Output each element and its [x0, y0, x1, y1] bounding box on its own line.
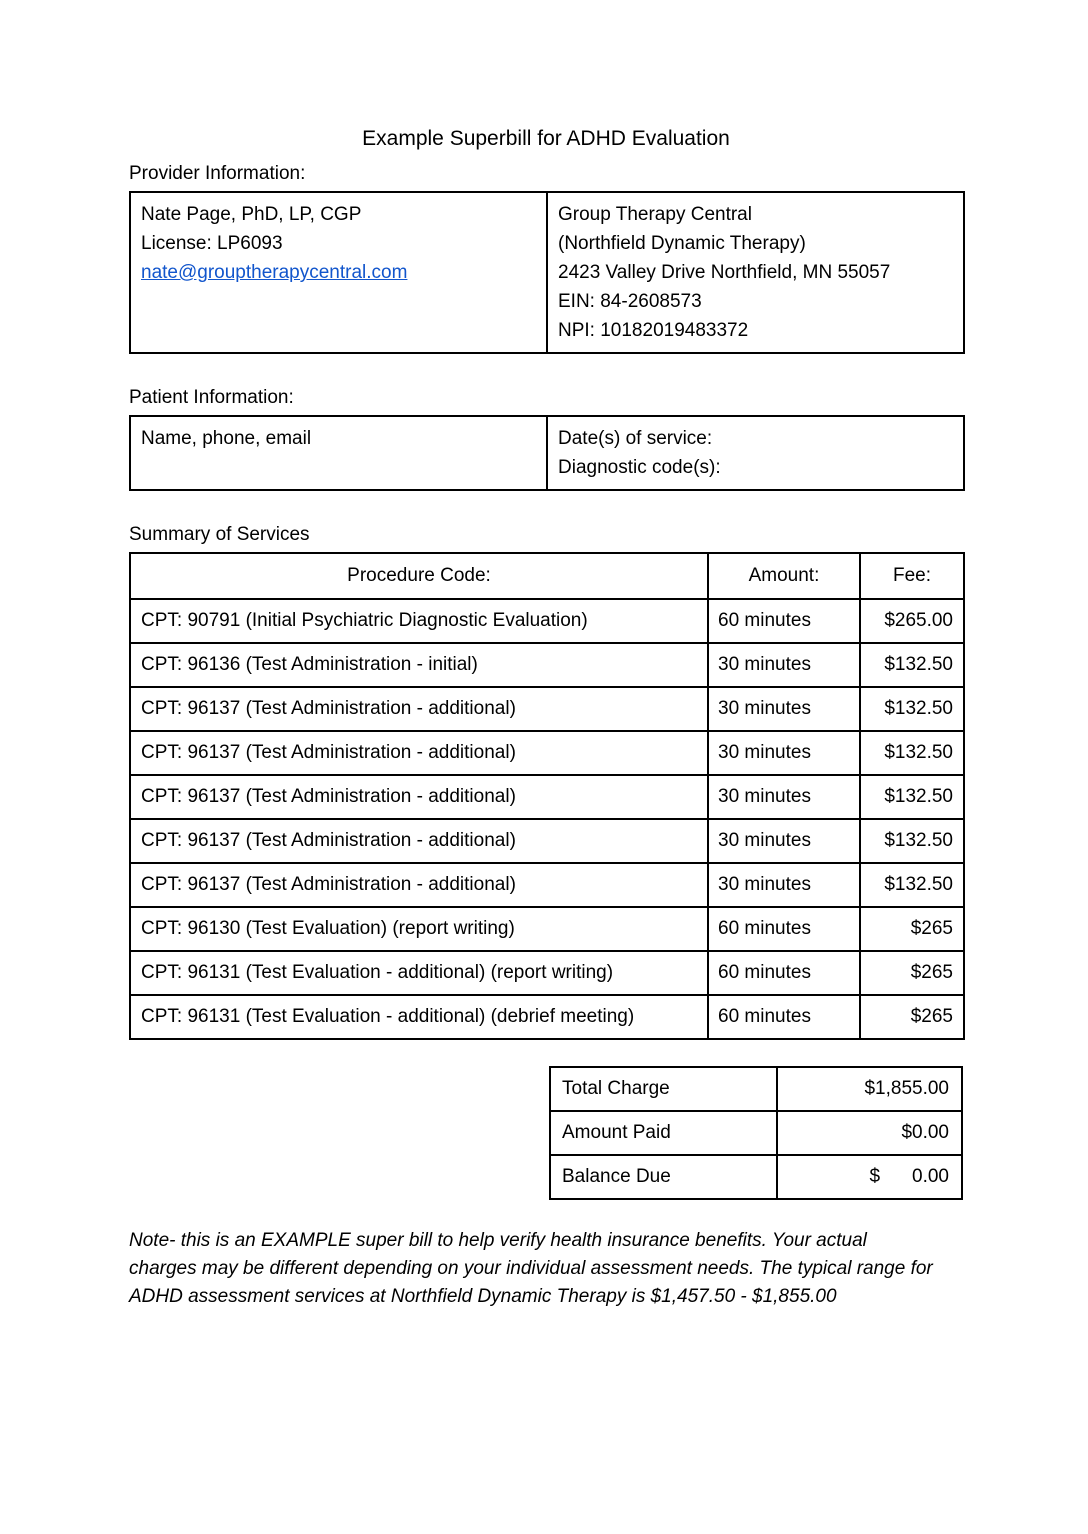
- fee-cell: $132.50: [860, 775, 964, 819]
- provider-org-cell: [547, 192, 964, 353]
- balance-due-row: [550, 1155, 962, 1199]
- document-content: [129, 126, 963, 1311]
- amount-cell: 60 minutes: [708, 995, 860, 1039]
- patient-identity-cell: [130, 416, 547, 490]
- amount-paid-label: Amount Paid: [550, 1111, 777, 1155]
- table-row: [130, 731, 964, 775]
- fee-cell: $132.50: [860, 643, 964, 687]
- procedure-cell: CPT: 96130 (Test Evaluation) (report writing): [130, 907, 708, 951]
- org-ein: EIN: 84-2608573: [558, 291, 702, 312]
- amount-paid-value: $0.00: [777, 1111, 962, 1155]
- fee-cell: $132.50: [860, 863, 964, 907]
- org-name: Group Therapy Central: [558, 204, 752, 225]
- balance-due-amount: 0.00: [912, 1166, 949, 1187]
- amount-cell: 30 minutes: [708, 819, 860, 863]
- disclaimer-note-line: charges may be different depending on your individual assessment needs. The typical range for: [129, 1258, 933, 1279]
- table-row: [130, 643, 964, 687]
- fee-cell: $132.50: [860, 687, 964, 731]
- page-title: Example Superbill for ADHD Evaluation: [362, 127, 730, 150]
- procedure-cell: CPT: 96137 (Test Administration - additional): [130, 731, 708, 775]
- org-alt-name: (Northfield Dynamic Therapy): [558, 233, 806, 254]
- provider-info-table: [129, 191, 965, 354]
- patient-section-label: Patient Information:: [129, 387, 294, 408]
- balance-due-label: Balance Due: [550, 1155, 777, 1199]
- amount-cell: 30 minutes: [708, 775, 860, 819]
- total-charge-label: Total Charge: [550, 1067, 777, 1111]
- diagnostic-codes-label: Diagnostic code(s):: [558, 457, 721, 478]
- procedure-code-header: Procedure Code:: [130, 553, 708, 599]
- amount-cell: 60 minutes: [708, 907, 860, 951]
- disclaimer-note-line: Note- this is an EXAMPLE super bill to help verify health insurance benefits. Your actual: [129, 1230, 867, 1251]
- provider-email-link[interactable]: nate@grouptherapycentral.com: [141, 262, 408, 283]
- procedure-cell: CPT: 96137 (Test Administration - additional): [130, 775, 708, 819]
- service-dates-label: Date(s) of service:: [558, 428, 713, 449]
- patient-info-table: [129, 415, 965, 491]
- fee-cell: $132.50: [860, 819, 964, 863]
- patient-identity-placeholder: Name, phone, email: [141, 428, 312, 449]
- procedure-cell: CPT: 96137 (Test Administration - additional): [130, 819, 708, 863]
- totals-table: [549, 1066, 963, 1200]
- fee-cell: $265: [860, 907, 964, 951]
- services-section-label: Summary of Services: [129, 524, 310, 545]
- provider-section-label: Provider Information:: [129, 163, 306, 184]
- procedure-cell: CPT: 96137 (Test Administration - additional): [130, 863, 708, 907]
- disclaimer-note: [129, 1227, 963, 1311]
- amount-cell: 60 minutes: [708, 599, 860, 643]
- amount-cell: 30 minutes: [708, 863, 860, 907]
- fee-cell: $265: [860, 995, 964, 1039]
- provider-license: License: LP6093: [141, 233, 283, 254]
- total-charge-value: $1,855.00: [777, 1067, 962, 1111]
- procedure-cell: CPT: 90791 (Initial Psychiatric Diagnostic Evaluation): [130, 599, 708, 643]
- fee-cell: $132.50: [860, 731, 964, 775]
- services-header-row: [130, 553, 964, 599]
- fee-header: Fee:: [860, 553, 964, 599]
- procedure-cell: CPT: 96136 (Test Administration - initial): [130, 643, 708, 687]
- amount-cell: 30 minutes: [708, 643, 860, 687]
- amount-paid-row: [550, 1111, 962, 1155]
- procedure-cell: CPT: 96131 (Test Evaluation - additional) (debrief meeting): [130, 995, 708, 1039]
- procedure-cell: CPT: 96137 (Test Administration - additional): [130, 687, 708, 731]
- amount-cell: 60 minutes: [708, 951, 860, 995]
- balance-due-value: [777, 1155, 962, 1199]
- provider-info-row: [130, 192, 964, 353]
- org-npi: NPI: 10182019483372: [558, 320, 749, 341]
- table-row: [130, 819, 964, 863]
- patient-service-cell: [547, 416, 964, 490]
- table-row: [130, 775, 964, 819]
- table-row: [130, 907, 964, 951]
- procedure-cell: CPT: 96131 (Test Evaluation - additional) (report writing): [130, 951, 708, 995]
- amount-cell: 30 minutes: [708, 731, 860, 775]
- amount-header: Amount:: [708, 553, 860, 599]
- fee-cell: $265.00: [860, 599, 964, 643]
- document-page: [0, 126, 1088, 1534]
- patient-info-row: [130, 416, 964, 490]
- table-row: [130, 863, 964, 907]
- total-charge-row: [550, 1067, 962, 1111]
- org-address: 2423 Valley Drive Northfield, MN 55057: [558, 262, 891, 283]
- provider-identity-cell: [130, 192, 547, 353]
- provider-name: Nate Page, PhD, LP, CGP: [141, 204, 362, 225]
- services-table: [129, 552, 965, 1040]
- table-row: [130, 687, 964, 731]
- services-table-body: [130, 599, 964, 1039]
- table-row: [130, 951, 964, 995]
- table-row: [130, 599, 964, 643]
- amount-cell: 30 minutes: [708, 687, 860, 731]
- balance-due-currency-symbol: $: [869, 1166, 881, 1187]
- table-row: [130, 995, 964, 1039]
- fee-cell: $265: [860, 951, 964, 995]
- disclaimer-note-line: ADHD assessment services at Northfield Dynamic Therapy is $1,457.50 - $1,855.00: [129, 1286, 837, 1307]
